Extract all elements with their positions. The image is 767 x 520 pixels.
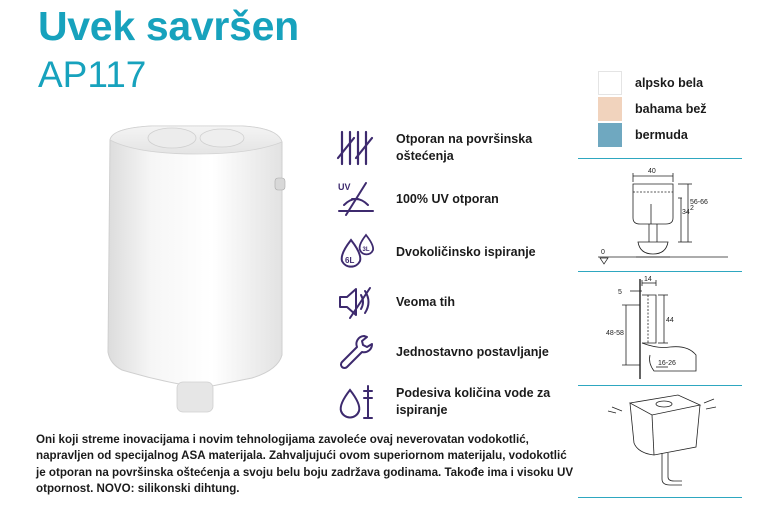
feature-label: 100% UV otporan — [396, 191, 499, 206]
color-swatch — [598, 97, 622, 121]
feature-uv-resistant — [336, 179, 576, 219]
color-option-alpine-white — [598, 70, 758, 95]
uv-resistant-icon — [336, 179, 376, 219]
color-swatch — [598, 71, 622, 95]
cistern-image — [92, 120, 302, 420]
dimension-width: 40 — [648, 168, 656, 175]
six-liter-text: 6L — [345, 256, 355, 265]
color-name: alpsko bela — [635, 75, 704, 90]
silent-icon — [336, 282, 376, 322]
feature-scratch-resistant — [336, 128, 576, 168]
divider — [578, 385, 742, 386]
dimension-height-range: 56-66 — [690, 199, 708, 206]
dimension-height: 44 — [666, 317, 674, 324]
adjustable-water-icon — [336, 382, 376, 422]
page-title: Uvek savršen — [38, 3, 299, 49]
front-view-drawing — [578, 162, 742, 268]
color-option-bahama-beige — [598, 96, 758, 121]
color-swatch — [598, 123, 622, 147]
color-name: bahama bež — [635, 101, 707, 116]
color-option-bermuda — [598, 122, 758, 147]
model-name: AP117 — [38, 54, 147, 95]
feature-label: Veoma tih — [396, 294, 456, 309]
three-liter-text: 3L — [362, 247, 370, 253]
dimension-bottom-range: 16-26 — [658, 360, 676, 367]
perspective-drawing — [578, 389, 742, 493]
color-name: bermuda — [635, 127, 688, 142]
color-options — [598, 70, 758, 147]
feature-label: Podesiva količina vode za ispiranje — [396, 386, 551, 417]
dual-flush-icon — [336, 232, 376, 272]
feature-label: Otporan na površinska oštećenja — [396, 132, 533, 163]
divider — [578, 497, 742, 498]
feature-easy-install — [336, 332, 576, 372]
divider — [578, 271, 742, 272]
feature-adjustable-water — [336, 382, 576, 422]
feature-dual-flush — [336, 232, 576, 272]
side-view-drawing — [578, 275, 742, 381]
wrench-icon — [336, 332, 376, 372]
uv-text: UV — [338, 182, 351, 192]
dimension-offset: 5 — [618, 289, 622, 296]
dimension-range-left: 48-58 — [606, 330, 624, 337]
feature-label: Dvokoličinsko ispiranje — [396, 244, 536, 259]
dimension-height-low: 34 — [682, 209, 690, 216]
dimension-floor: 0 — [601, 249, 605, 256]
product-description: Oni koji streme inovacijama i novim tehnologijama zavoleće ovaj neverovatan vodokotlić, napravljen od specijalnog ASA materijala. Zahvaljujući ovom superiornom materijalu, vodokotlić je otporan na površinska oštećenja a svoju belu boju zadržava godinama. Takođe ima i visoku UV otpornost. NOVO: silikonski dihtung. — [36, 433, 574, 496]
scratch-resistant-icon — [336, 128, 376, 168]
dimension-height-low-sup: 2 — [690, 205, 694, 212]
divider — [578, 158, 742, 159]
feature-label: Jednostavno postavljanje — [396, 344, 549, 359]
dimension-top: 14 — [644, 276, 652, 283]
feature-silent — [336, 282, 576, 322]
